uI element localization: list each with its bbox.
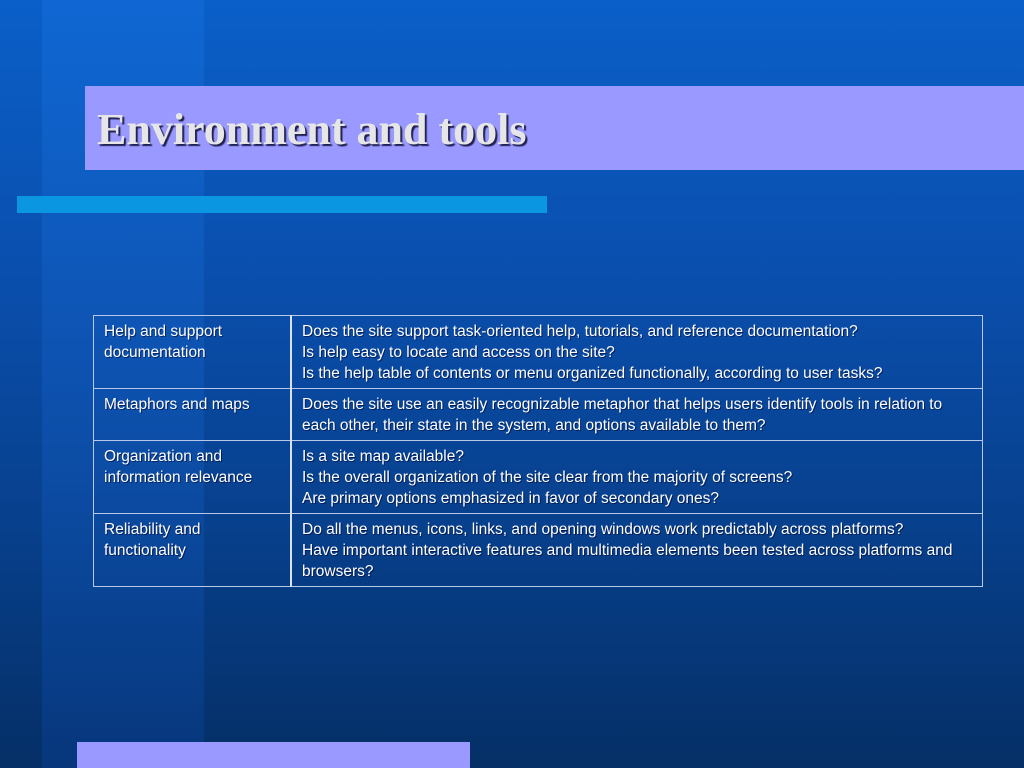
question-text: Is the overall organization of the site clear from the majority of screens? — [302, 469, 793, 486]
table-row — [94, 389, 983, 441]
question-text: Have important interactive features and multimedia elements been tested across platforms and browsers? — [302, 542, 953, 580]
topic-cell: Reliability and functionality — [94, 514, 292, 587]
question-text: Is help easy to locate and access on the site? — [302, 344, 615, 361]
table-row — [94, 441, 983, 514]
accent-line — [17, 196, 547, 213]
topic-cell: Metaphors and maps — [94, 389, 292, 441]
question-text: Does the site support task-oriented help, tutorials, and reference documentation? — [302, 323, 858, 340]
questions-cell — [291, 441, 983, 514]
bottom-decorative-bar — [77, 742, 470, 768]
questions-cell — [291, 514, 983, 587]
questions-cell — [291, 389, 983, 441]
question-text: Is a site map available? — [302, 448, 464, 465]
table-row — [94, 316, 983, 389]
questions-cell — [291, 316, 983, 389]
question-text: Do all the menus, icons, links, and opening windows work predictably across platforms? — [302, 521, 904, 538]
topic-cell: Help and support documentation — [94, 316, 292, 389]
slide-title: Environment and tools — [97, 105, 527, 154]
checklist-table — [93, 315, 983, 587]
question-text: Is the help table of contents or menu organized functionally, according to user tasks? — [302, 365, 883, 382]
question-text: Does the site use an easily recognizable metaphor that helps users identify tools in relation to each other, their state in the system, and options available to them? — [302, 396, 943, 434]
question-text: Are primary options emphasized in favor of secondary ones? — [302, 490, 719, 507]
topic-cell: Organization and information relevance — [94, 441, 292, 514]
table-row — [94, 514, 983, 587]
